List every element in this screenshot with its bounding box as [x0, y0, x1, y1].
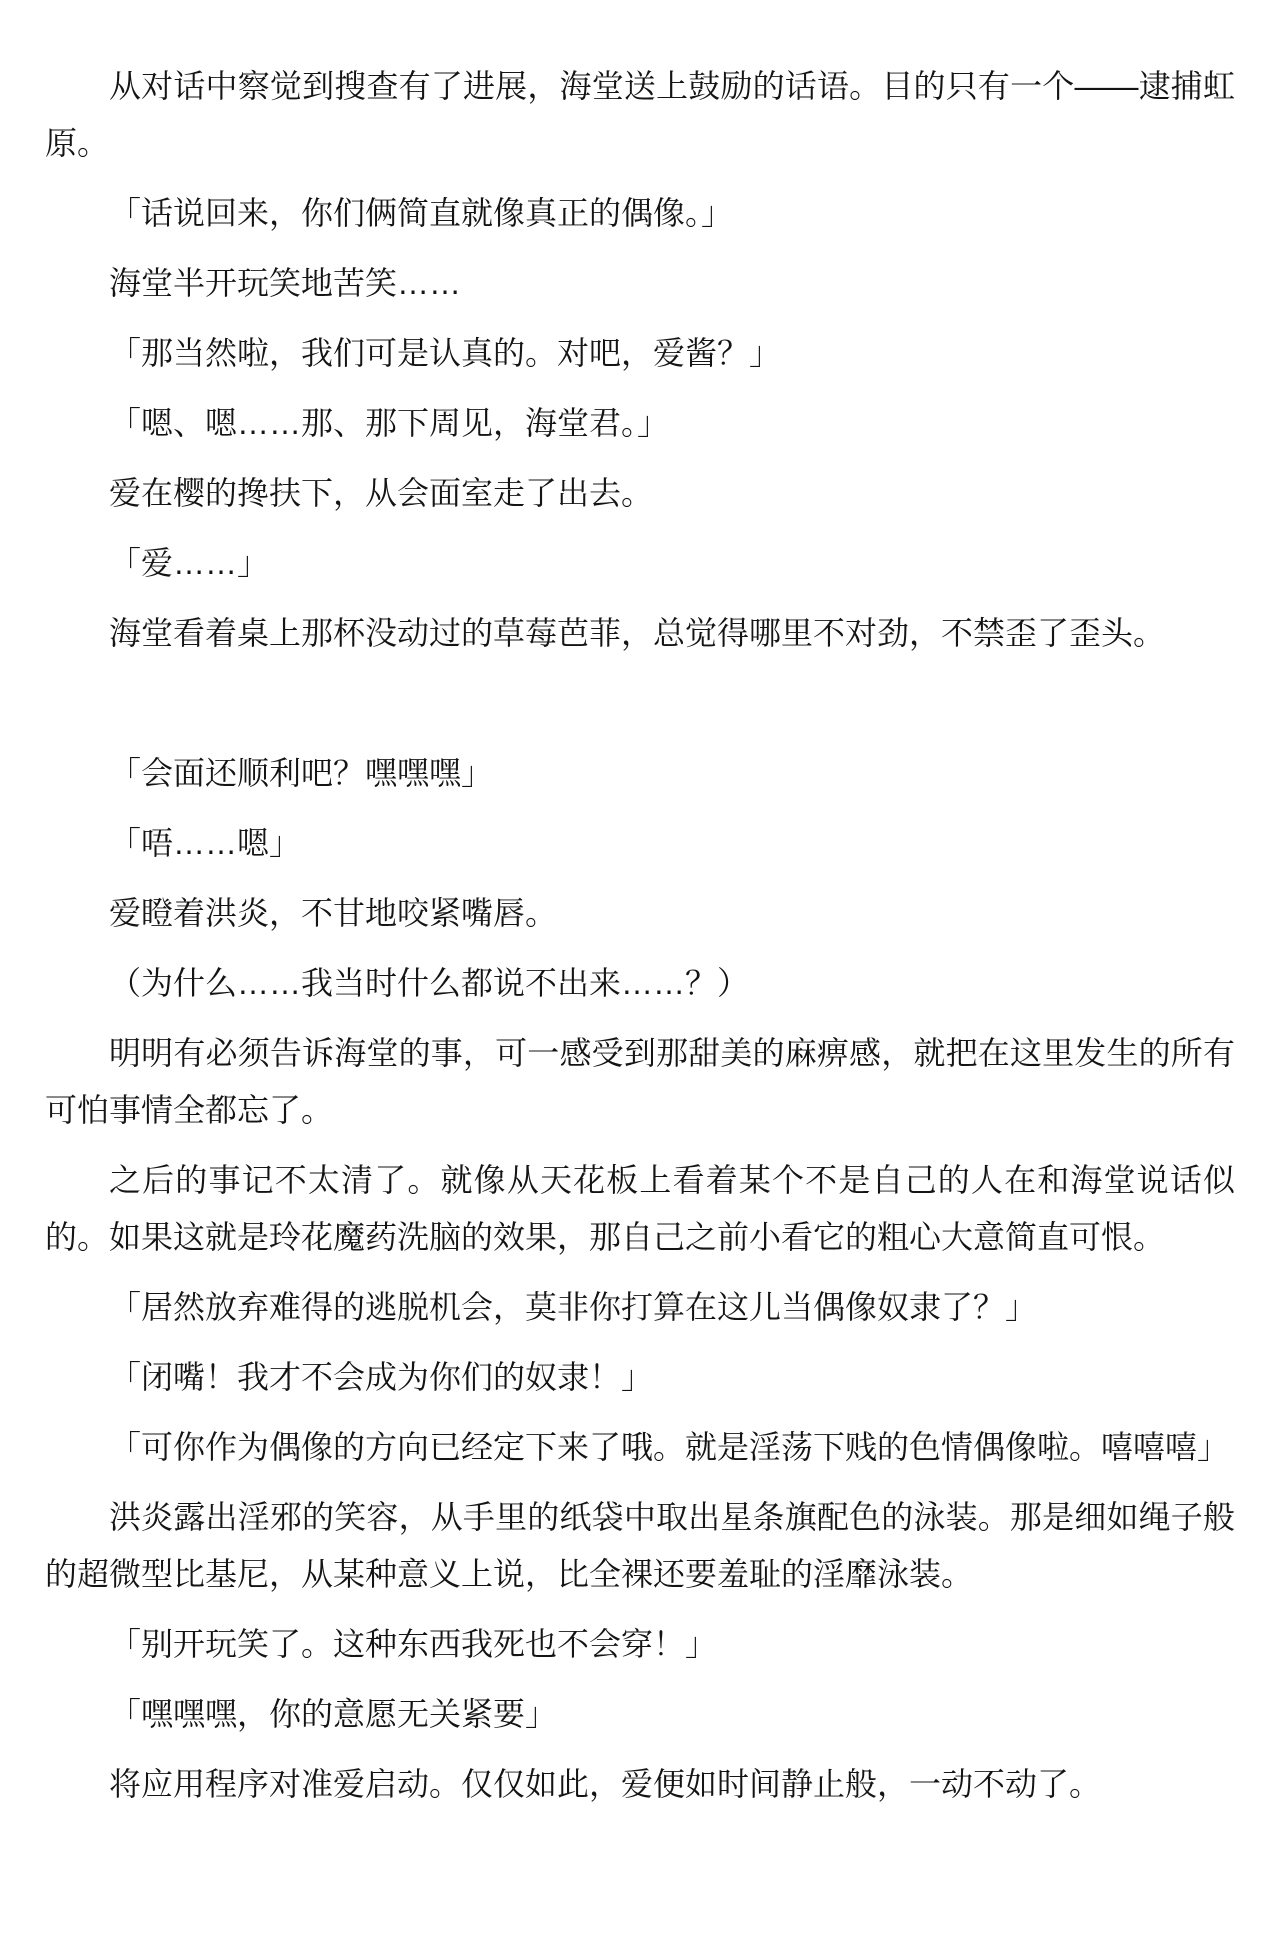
paragraph: 「可你作为偶像的方向已经定下来了哦。就是淫荡下贱的色情偶像啦。嘻嘻嘻」: [109, 1429, 1230, 1465]
paragraph: 从对话中察觉到搜查有了进展，海堂送上鼓励的话语。目的只有一个——逮捕虹原。: [45, 68, 1235, 161]
paragraph: 海堂看着桌上那杯没动过的草莓芭菲，总觉得哪里不对劲，不禁歪了歪头。: [109, 615, 1166, 651]
paragraph: 「闭嘴！我才不会成为你们的奴隶！」: [109, 1359, 654, 1395]
paragraph: 之后的事记不太清了。就像从天花板上看着某个不是自己的人在和海堂说话似的。如果这就是玲花魔药洗脑的效果，那自己之前小看它的粗心大意简直可恨。: [45, 1162, 1235, 1255]
scene-break: [45, 675, 1235, 732]
paragraph: 「嘿嘿嘿，你的意愿无关紧要」: [109, 1696, 558, 1732]
paragraph: 海堂半开玩笑地苦笑……: [109, 265, 462, 301]
paragraph: 「嗯、嗯……那、那下周见，海堂君。」: [109, 405, 670, 441]
paragraph: 「别开玩笑了。这种东西我死也不会穿！」: [109, 1626, 718, 1662]
paragraph: 「爱……」: [109, 545, 270, 581]
paragraph: 「那当然啦，我们可是认真的。对吧，爱酱？」: [109, 335, 782, 371]
paragraph: 爱在樱的搀扶下，从会面室走了出去。: [109, 475, 654, 511]
paragraph: （为什么……我当时什么都说不出来……？）: [109, 965, 750, 1001]
paragraph: 将应用程序对准爱启动。仅仅如此，爱便如时间静止般，一动不动了。: [109, 1766, 1102, 1802]
paragraph: 「唔……嗯」: [109, 825, 302, 861]
paragraph: 「会面还顺利吧？嘿嘿嘿」: [109, 755, 494, 791]
paragraph: 爱瞪着洪炎，不甘地咬紧嘴唇。: [109, 895, 558, 931]
paragraph: 洪炎露出淫邪的笑容，从手里的纸袋中取出星条旗配色的泳装。那是细如绳子般的超微型比基尼，从某种意义上说，比全裸还要羞耻的淫靡泳装。: [45, 1499, 1235, 1592]
paragraph: 明明有必须告诉海堂的事，可一感受到那甜美的麻痹感，就把在这里发生的所有可怕事情全都忘了。: [45, 1035, 1235, 1128]
paragraph: 「居然放弃难得的逃脱机会，莫非你打算在这儿当偶像奴隶了？」: [109, 1289, 1038, 1325]
paragraph: 「话说回来，你们俩简直就像真正的偶像。」: [109, 195, 734, 231]
